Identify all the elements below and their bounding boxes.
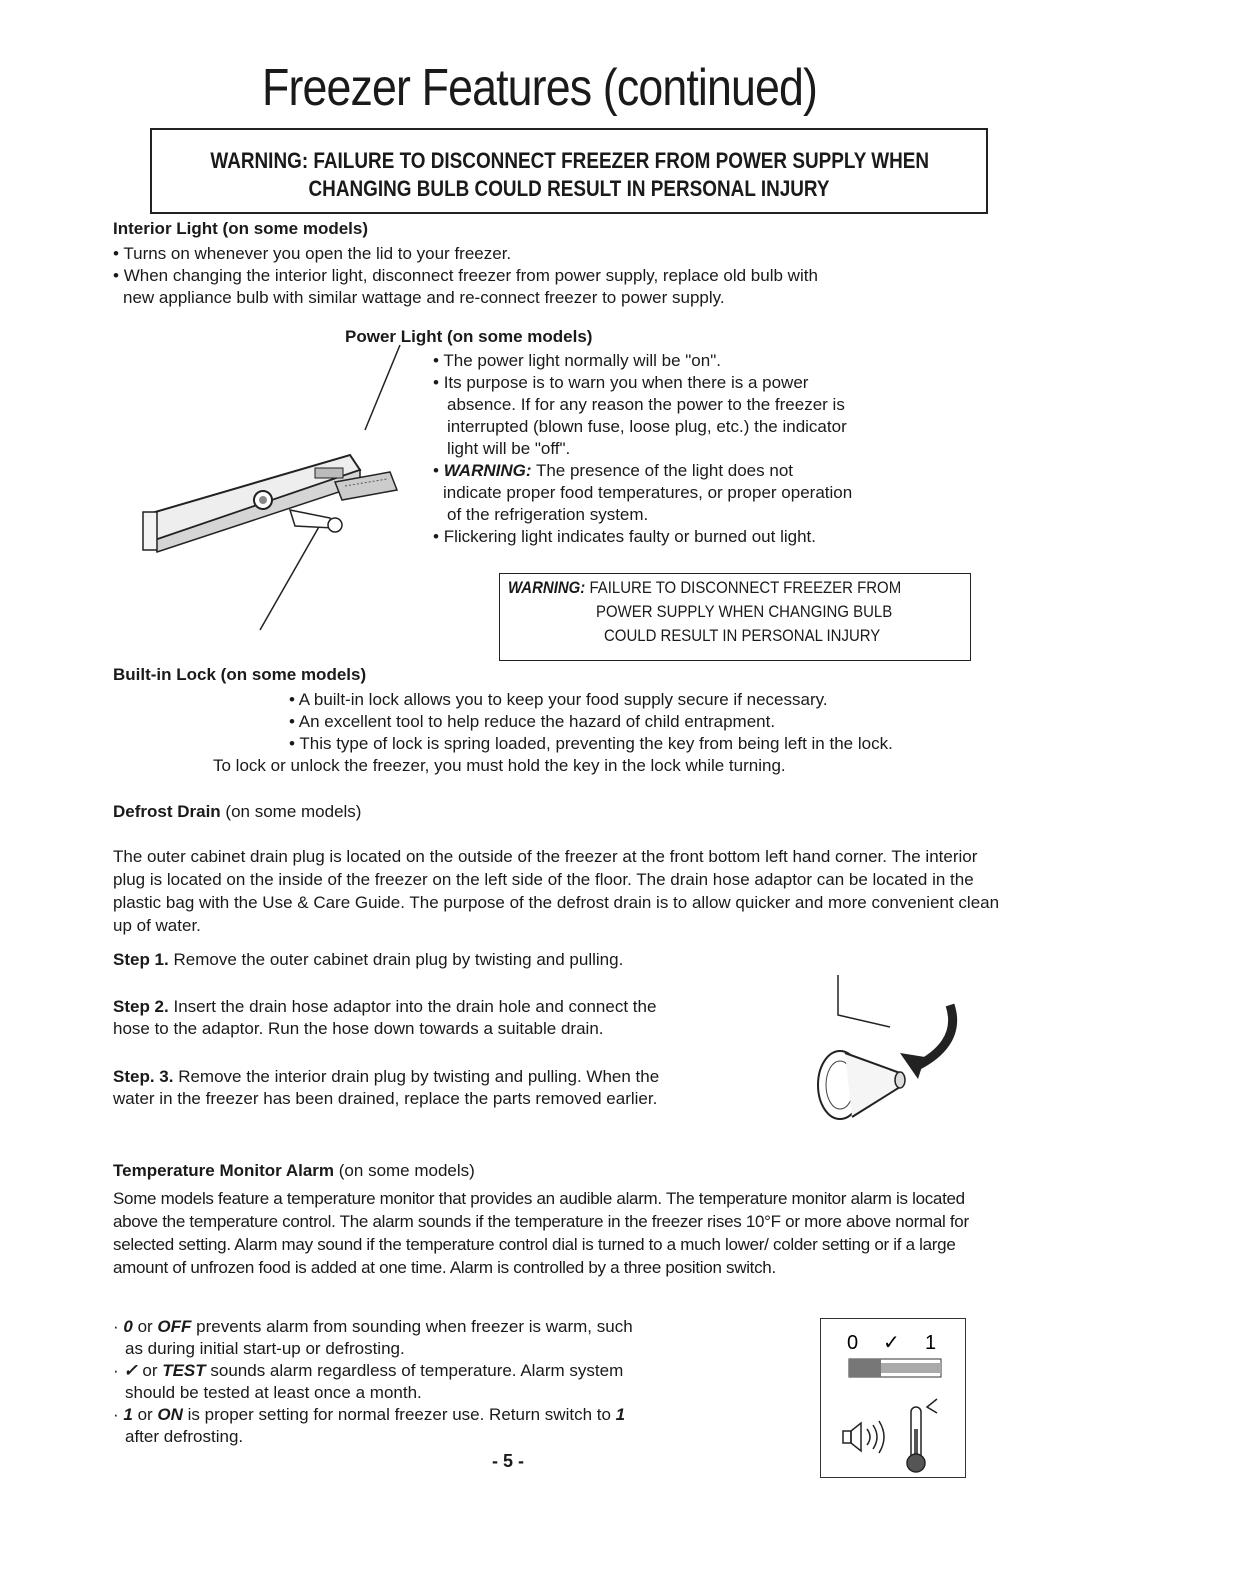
switch-option-test-cont: should be tested at least once a month. [125,1383,422,1402]
power-light-illustration [135,340,435,640]
power-light-line: absence. If for any reason the power to the freezer is [447,395,845,414]
defrost-drain-heading [113,801,361,823]
temp-alarm-heading-note: (on some models) [334,1161,475,1180]
or-word: or [132,1317,158,1336]
power-light-line: • The power light normally will be "on". [433,350,721,372]
temp-alarm-heading [113,1160,475,1182]
defrost-drain-heading-note: (on some models) [220,802,362,821]
interior-light-heading: Interior Light (on some models) [113,219,369,238]
step-1-text: Remove the outer cabinet drain plug by twisting and pulling. [168,950,624,969]
builtin-lock-bullet-2: • An excellent tool to help reduce the hazard of child entrapment. [289,711,775,733]
page-number: - 5 - [492,1451,525,1471]
interior-light-bullet-2: • When changing the interior light, disconnect freezer from power supply, replace old bulb with [113,265,818,287]
warning-banner [150,128,988,214]
builtin-lock-note: To lock or unlock the freezer, you must hold the key in the lock while turning. [213,756,786,775]
bulb-warning-line1: FAILURE TO DISCONNECT FREEZER FROM [589,578,902,597]
switch-option-off: · 0 or OFF prevents alarm from sounding when freezer is warm, such [113,1317,633,1336]
or-word: or [132,1405,158,1424]
switch-label-on: 1 [925,1332,937,1354]
bulb-warning-label: WARNING: [508,578,586,597]
defrost-step-3-cont: water in the freezer has been drained, replace the parts removed earlier. [113,1089,658,1108]
option-test-alt: TEST [162,1361,206,1380]
builtin-lock-bullet-3: • This type of lock is spring loaded, preventing the key from being left in the lock. [289,733,893,755]
thermometer-icon [907,1399,937,1472]
defrost-step-1 [113,949,623,971]
switch-option-on-cont: after defrosting. [125,1427,244,1446]
switch-label-off: 0 [847,1332,859,1354]
power-light-line: light will be "off". [447,439,571,458]
alarm-switch-illustration [820,1318,966,1478]
interior-light-bullet-2-cont: new appliance bulb with similar wattage and re-connect freezer to power supply. [123,288,725,307]
power-light-warning-line: • WARNING: The presence of the light does not [433,461,793,480]
defrost-drain-heading-bold: Defrost Drain [113,802,221,821]
builtin-lock-bullet-1: • A built-in lock allows you to keep your food supply secure if necessary. [289,689,828,711]
switch-option-on: · 1 or ON is proper setting for normal freezer use. Return switch to 1 [113,1405,626,1424]
power-light-line: The presence of the light does not [535,461,793,480]
bulb-warning-box [499,573,971,661]
drain-plug-illustration [800,975,970,1135]
switch-label-test: ✓ [883,1330,900,1354]
switch-option-off-cont: as during initial start-up or defrosting. [125,1339,405,1358]
warning-banner-line2: CHANGING BULB COULD RESULT IN PERSONAL INJURY [308,176,830,201]
step-3-text: Remove the interior drain plug by twisting and pulling. When the [173,1067,660,1086]
step-1-label: Step 1. [113,950,169,969]
power-light-line: of the refrigeration system. [447,505,649,524]
option-test-key: ✓ [123,1361,138,1380]
power-light-line: indicate proper food temperatures, or proper operation [443,483,853,502]
step-3-label: Step. 3. [113,1067,174,1086]
defrost-step-2 [113,996,656,1018]
power-light-line: • Flickering light indicates faulty or burned out light. [433,526,816,548]
power-light-warning-label: WARNING: [443,461,532,480]
option-off-key: 0 [123,1317,133,1336]
option-on-alt: ON [157,1405,183,1424]
temp-alarm-paragraph: Some models feature a temperature monitor that provides an audible alarm. The temperature monitor alarm is located above the temperature control. The alarm sounds if the temperature in the freezer rises 10°F or more above normal for selected setting. Alarm may sound if the temperature control dial is turned to a much lower/ colder setting or if a large amount of unfrozen food is added at one time. Alarm is controlled by a three position switch. [113,1189,969,1277]
bulb-warning-line2: POWER SUPPLY WHEN CHANGING BULB [596,602,893,621]
warning-banner-line1: WARNING: FAILURE TO DISCONNECT FREEZER FROM POWER SUPPLY WHEN [210,148,930,173]
option-test-text: sounds alarm regardless of temperature. Alarm system [205,1361,624,1380]
switch-slider [849,1359,881,1377]
option-on-key: 1 [123,1405,133,1424]
defrost-step-3 [113,1066,659,1088]
option-on-text: is proper setting for normal freezer use. Return switch to [182,1405,616,1424]
speaker-icon [843,1421,884,1453]
option-on-key-return: 1 [615,1405,626,1424]
temp-alarm-heading-bold: Temperature Monitor Alarm [113,1161,335,1180]
page-title: Freezer Features (continued) [262,59,818,117]
builtin-lock-heading: Built-in Lock (on some models) [113,665,367,684]
defrost-step-2-cont: hose to the adaptor. Run the hose down towards a suitable drain. [113,1019,604,1038]
option-off-alt: OFF [157,1317,192,1336]
or-word: or [137,1361,163,1380]
power-light-line: interrupted (blown fuse, loose plug, etc.) the indicator [447,417,847,436]
bulb-warning-line3: COULD RESULT IN PERSONAL INJURY [604,626,881,645]
option-off-text: prevents alarm from sounding when freezer is warm, such [191,1317,633,1336]
switch-option-test: · ✓ or TEST sounds alarm regardless of temperature. Alarm system [113,1361,624,1380]
defrost-drain-paragraph: The outer cabinet drain plug is located on the outside of the freezer at the front bottom left hand corner. The interior plug is located on the inside of the freezer on the left side of the floor. The drain hose adaptor can be located in the plastic bag with the Use & Care Guide. The purpose of the defrost drain is to allow quicker and more convenient clean up of water. [113,847,1000,935]
step-2-label: Step 2. [113,997,169,1016]
power-light-line: • Its purpose is to warn you when there is a power [433,372,808,394]
power-light-heading: Power Light (on some models) [345,327,593,346]
interior-light-bullet-1: • Turns on whenever you open the lid to your freezer. [113,243,511,265]
step-2-text: Insert the drain hose adaptor into the drain hole and connect the [168,997,657,1016]
